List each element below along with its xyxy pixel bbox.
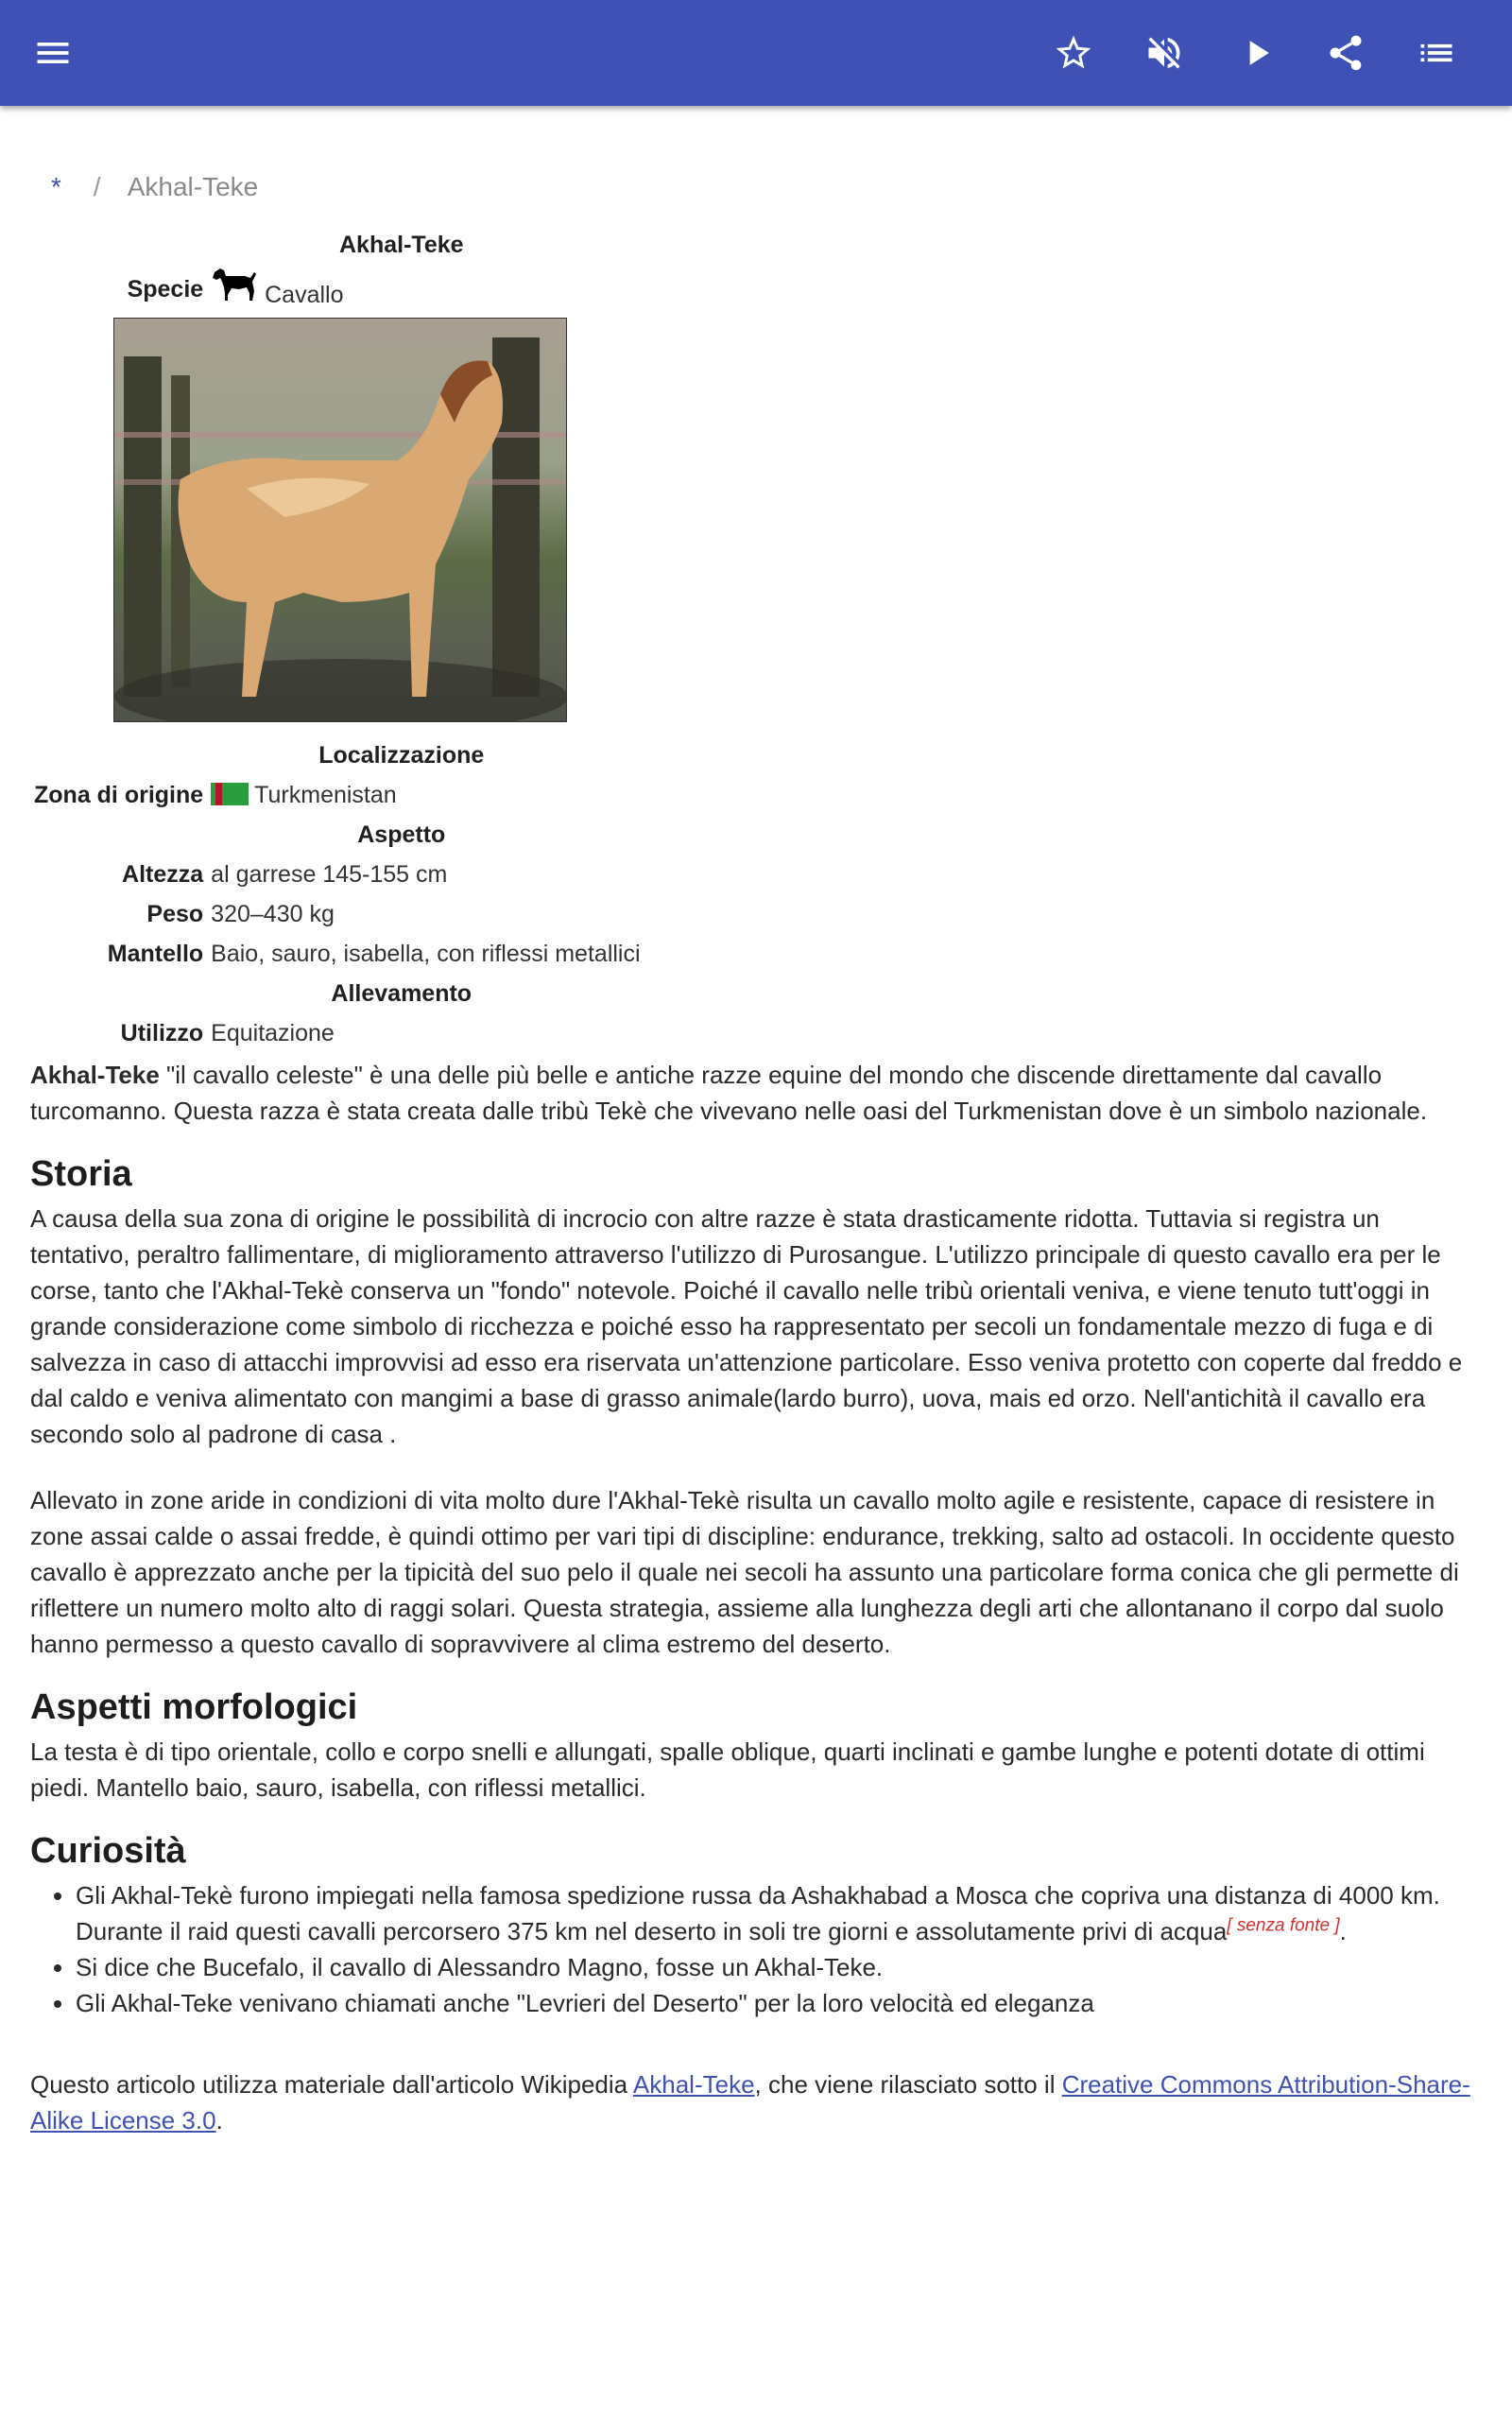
list-item: • Si dice che Bucefalo, il cavallo di Alessandro Magno, fosse un Akhal-Teke. [76,1949,1482,1985]
intro-text: "il cavallo celeste" è una delle più belle e antiche razze equine del mondo che discende direttamente dal cavallo turcomanno. Questa razza è stata creata dalle tribù Tekè che vivevano nelle oasi del Turkmenistan dove è un simbolo nazionale. [30,1061,1428,1125]
turkmenistan-flag-icon [211,783,249,805]
origin-value-cell [207,775,644,815]
breadcrumb [30,161,1482,214]
breadcrumb-current: Akhal-Teke [127,172,259,201]
morfologia-paragraph: La testa è di tipo orientale, collo e corpo snelli e allungati, spalle oblique, quarti inclinati e gambe lunghe e potenti dotate di ottimi piedi. Mantello baio, sauro, isabella, con riflessi metallici. [30,1737,1425,1802]
star-outline-icon[interactable] [1047,26,1100,79]
playlist-icon[interactable] [1410,26,1463,79]
play-icon[interactable] [1230,26,1283,79]
coat-label: Mantello [107,941,204,967]
species-label: Specie [127,276,204,302]
heading-curiosita: Curiosità [30,1831,186,1871]
section-breeding: Allevamento [331,980,472,1007]
license-footer [30,2066,1482,2138]
photo-cell [30,314,644,735]
horse-silhouette-icon [211,267,258,304]
horse-photo[interactable] [113,318,567,722]
species-value-cell [207,265,644,314]
list-item: • Gli Akhal-Teke venivano chiamati anche "Levrieri del Deserto" per la loro velocità ed eleganza [76,1985,1482,2021]
intro-bold: Akhal-Teke [30,1061,160,1089]
section-appearance: Aspetto [357,821,446,848]
volume-off-icon[interactable] [1138,26,1191,79]
intro-paragraph [30,1057,1482,1129]
weight-label: Peso [146,901,204,927]
section-location: Localizzazione [318,742,485,769]
heading-morfologia: Aspetti morfologici [30,1687,358,1727]
breadcrumb-separator: / [93,172,101,201]
curiosita-list [30,1877,1482,2021]
weight-value: 320–430 kg [211,901,335,927]
height-value: al garrese 145-155 cm [211,861,448,888]
footer-middle: , che viene rilasciato sotto il [754,2070,1062,2099]
app-bar [0,0,1512,106]
wikipedia-article-link[interactable]: Akhal-Teke [632,2070,755,2099]
license-link[interactable]: Creative Commons Attribution-Share-Alike License 3.0 [30,2070,1470,2135]
breadcrumb-home[interactable]: * [51,172,61,201]
species-value: Cavallo [265,281,344,308]
heading-storia: Storia [30,1154,132,1194]
infobox-title: Akhal-Teke [339,232,464,258]
origin-value: Turkmenistan [254,782,397,808]
list-item [76,1877,1482,1949]
infobox [30,225,644,1053]
footer-prefix: Questo articolo utilizza materiale dall'articolo Wikipedia [30,2070,633,2099]
height-label: Altezza [122,861,204,888]
origin-label: Zona di origine [34,782,204,808]
use-value: Equitazione [211,1020,335,1046]
use-label: Utilizzo [120,1020,204,1046]
storia-paragraph-2: Allevato in zone aride in condizioni di vita molto dure l'Akhal-Tekè risulta un cavallo molto agile e resistente, capace di resistere in zone assai calde o assai fredde, è quindi ottimo per vari tipi di discipline: endurance, trekking, salto ad ostacoli. In occidente questo cavallo è apprezzato anche per la tipicità del suo pelo il quale nei secoli ha assunto una particolare forma conica che gli permette di riflettere un numero molto alto di raggi solari. Questa strategia, assieme alla lunghezza degli arti che allontanano il corpo dal suolo hanno permesso a questo cavallo di sopravvivere al clima estremo del deserto. [30,1486,1459,1658]
list-item-end: . [1339,1917,1347,1945]
menu-icon[interactable] [26,26,79,79]
share-icon[interactable] [1319,26,1372,79]
article-content [30,161,1482,2138]
storia-paragraph-1: A causa della sua zona di origine le possibilità di incrocio con altre razze è stata drasticamente ridotta. Tuttavia si registra un tentativo, peraltro fallimentare, di miglioramento attraverso l'utilizzo di Purosangue. L'utilizzo principale di questo cavallo era per le corse, tanto che l'Akhal-Tekè conserva un "fondo" notevole. Poiché il cavallo nelle tribù orientali veniva, e viene tenuto tutt'oggi in grande considerazione come simbolo di ricchezza e poiché esso ha rappresentato per secoli un fondamentale mezzo di fuga e di salvezza in caso di attacchi improvvisi ad esso era riservata un'attenzione particolare. Esso veniva protetto con coperte dal freddo e dal caldo e veniva alimentato con mangimi a base di grasso animale(lardo burro), uova, mais ed orzo. Nell'antichità il cavallo era secondo solo al padrone di casa . [30,1204,1463,1448]
footer-suffix: . [215,2106,223,2135]
horse-image [114,319,566,721]
coat-value: Baio, sauro, isabella, con riflessi metallici [211,941,641,967]
citation-needed-link[interactable]: [ senza fonte ] [1227,1915,1340,1936]
list-item-text: Gli Akhal-Tekè furono impiegati nella famosa spedizione russa da Ashakhabad a Mosca che copriva una distanza di 4000 km. Durante il raid questi cavalli percorsero 375 km nel deserto in soli tre giorni e assolutamente privi di acqua [76,1881,1440,1945]
